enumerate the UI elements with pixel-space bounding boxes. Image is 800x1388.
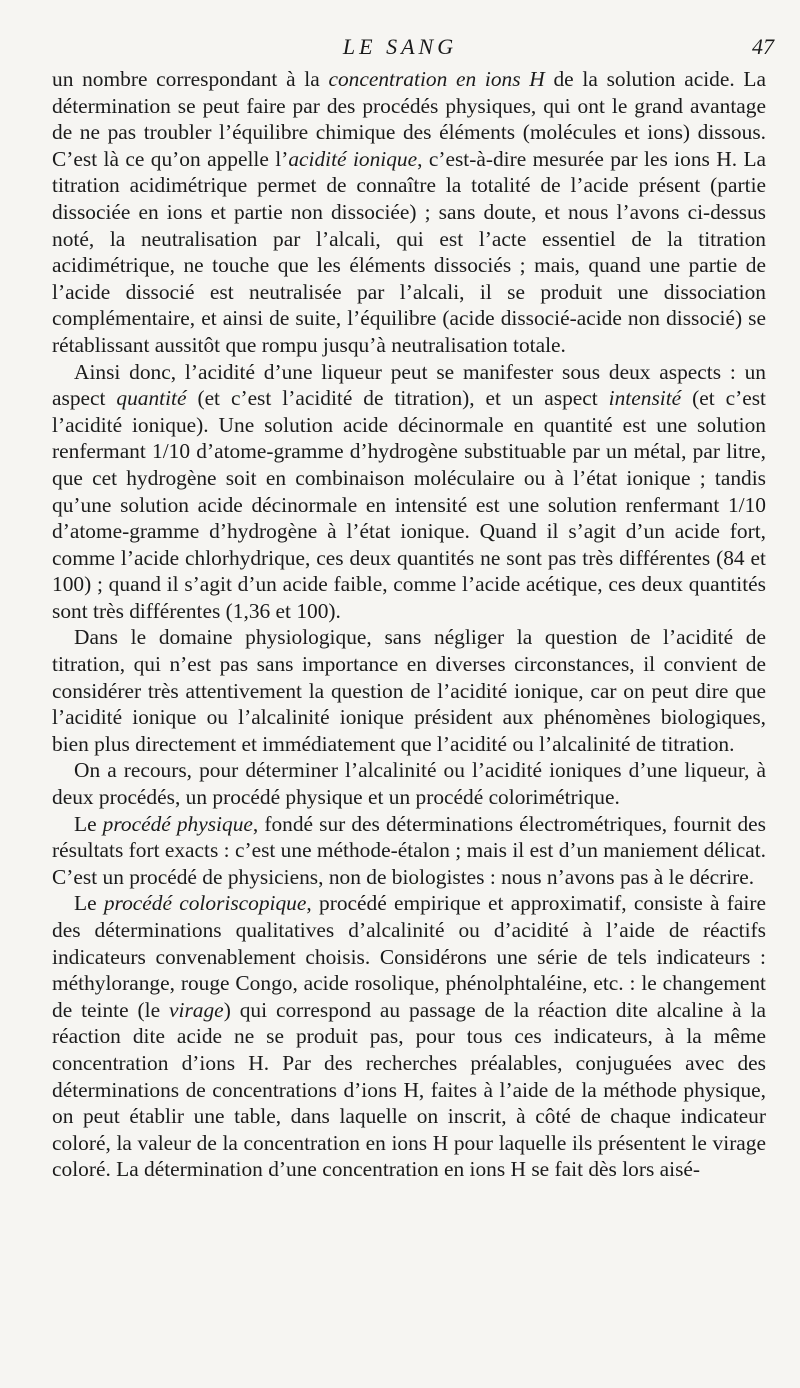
italic-text: intensité xyxy=(608,386,682,411)
text-run: de la solution acide. La détermination se peut faire par des procédés physiques, qui ont le grand avantage de ne pas troubler l’équilibre chimique des éléments (molécules et ions) dissous. C’est là ce qu’on appelle l’ xyxy=(52,67,766,171)
italic-text: procédé physique xyxy=(102,811,253,836)
text-run: Le xyxy=(74,891,104,916)
text-run: (et c’est l’acidité ionique). Une solution acide décinormale en quantité est une solution renfermant 1/10 d’atome-gramme d’hydrogène substituable par un métal, par litre, que cet hydrogène soit en combinaison moléculaire ou à l’état ionique ; tandis qu’une solution acide décinormale en intensité est une solution renfermant 1/10 d’atome-gramme d’hydrogène à l’état ionique. Quand il s’agit d’un acide fort, comme l’acide chlorhydrique, ces deux quantités ne sont pas très différentes (84 et 100) ; quand il s’agit d’un acide faible, comme l’acide acétique, ces deux quantités sont très différentes (1,36 et 100). xyxy=(52,386,766,623)
italic-text: acidité ionique xyxy=(288,146,418,171)
paragraph xyxy=(52,359,766,625)
paragraph xyxy=(52,890,766,1183)
body-text xyxy=(52,66,766,1183)
text-run: Le xyxy=(74,811,103,836)
text-run: Ainsi donc, l’acidité d’une liqueur peut se manifester sous deux aspects : un aspect xyxy=(52,359,766,411)
running-title: LE SANG xyxy=(342,34,458,59)
italic-text: virage xyxy=(169,997,224,1022)
text-run: (et c’est l’acidité de titration), et un aspect xyxy=(186,386,609,411)
paragraph xyxy=(52,66,766,359)
text-run: un nombre correspondant à la xyxy=(52,67,329,91)
page-number: 47 xyxy=(752,34,774,59)
page-header xyxy=(0,34,800,64)
italic-text: quantité xyxy=(116,386,187,411)
text-run: , procédé empirique et approximatif, consiste à faire des déterminations qualitatives d’alcalinité ou d’acidité à l’aide de réactifs indicateurs convenablement choisis. Considérons une série de tels indicateurs : méthylorange, rouge Congo, acide rosolique, phénolphtaléine, etc. : le changement de teinte (le xyxy=(52,891,766,1022)
paragraph xyxy=(52,624,766,757)
text-run: Dans le domaine physiologique, sans négliger la question de l’acidité de titration, qui n’est pas sans importance en diverses circonstances, il convient de considérer très attentivement la question de l’acidité ionique, car on peut dire que l’acidité ionique ou l’alcalinité ionique président aux phénomènes biologiques, bien plus directement et immédiatement que l’acidité ou l’alcalinité de titration. xyxy=(52,625,766,756)
text-run: , c’est-à-dire mesurée par les ions H. La titration acidimétrique permet de connaître la totalité de l’acide présent (partie dissociée en ions et partie non dissociée) ; sans doute, et nous l’avons ci-dessus noté, la neutralisation par l’alcali, qui est l’acte essentiel de la titration acidimétrique, ne touche que les éléments dissociés ; mais, quand une partie de l’acide dissocié est neutralisée par l’alcali, il se produit une dissociation complémentaire, et ainsi de suite, l’équilibre (acide dissocié-acide non dissocié) se rétablissant aussitôt que rompu jusqu’à neutralisation totale. xyxy=(52,146,767,357)
text-run: ) qui correspond au passage de la réaction dite alcaline à la réaction dite acide ne se produit pas, pour tous ces indicateurs, à la même concentration d’ions H. Par des recherches préalables, conjuguées avec des déterminations de concentrations d’ions H, faites à l’aide de la méthode physique, on peut établir une table, dans laquelle on inscrit, à côté de chaque indicateur coloré, la valeur de la concentration en ions H pour laquelle ils présentent le virage coloré. La détermination d’une concentration en ions H se fait dès lors aisé- xyxy=(52,997,767,1182)
italic-text: procédé coloriscopique xyxy=(103,891,307,916)
text-run: , fondé sur des déterminations électrométriques, fournit des résultats fort exacts : c’est une méthode-étalon ; mais il est d’un maniement délicat. C’est un procédé de physiciens, non de biologistes : nous n’avons pas à le décrire. xyxy=(52,811,766,889)
text-run: On a recours, pour déterminer l’alcalinité ou l’acidité ioniques d’une liqueur, à deux procédés, un procédé physique et un procédé colorimétrique. xyxy=(52,758,766,810)
paragraph xyxy=(52,757,766,810)
italic-text: concentration en ions H xyxy=(328,67,545,91)
paragraph xyxy=(52,811,766,891)
